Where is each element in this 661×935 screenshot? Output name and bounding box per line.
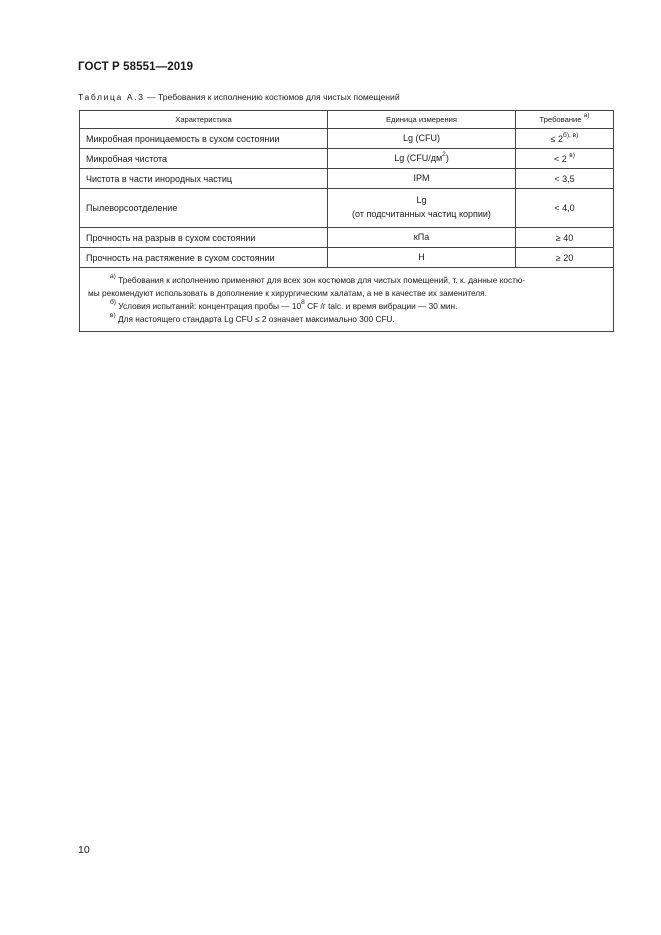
cell-requirement: ≥ 20	[516, 248, 614, 268]
cell-characteristic: Чистота в части инородных частиц	[80, 169, 328, 189]
header-requirement	[516, 111, 614, 129]
table-caption-label: Таблица А.3	[78, 92, 145, 102]
requirement-value: ≤ 2	[550, 133, 564, 144]
cell-requirement: < 3,5	[516, 169, 614, 189]
unit-value: Lg	[416, 195, 427, 206]
cell-characteristic: Микробная проницаемость в сухом состоянии	[80, 129, 328, 149]
requirement-value: < 2	[554, 153, 567, 164]
table-row	[80, 129, 614, 149]
table-row	[80, 248, 614, 268]
footnote-a	[88, 274, 605, 287]
footnote-b	[88, 300, 605, 313]
cell-characteristic: Пылеворсоотделение	[80, 189, 328, 228]
footnote-marker: а)	[110, 273, 116, 280]
cell-requirement: < 4,0	[516, 189, 614, 228]
requirement-footnote: б), в)	[563, 131, 579, 139]
cell-unit	[328, 189, 516, 228]
cell-unit	[328, 149, 516, 169]
footnote-text-tail: CF /г talc. и время вибрации — 30 мин.	[304, 301, 458, 311]
cell-requirement: ≥ 40	[516, 228, 614, 248]
cell-unit: Н	[328, 248, 516, 268]
cell-requirement	[516, 149, 614, 169]
table-row	[80, 149, 614, 169]
page-number: 10	[78, 844, 90, 856]
table-caption	[78, 92, 400, 102]
table-row	[80, 228, 614, 248]
footnote-c	[88, 313, 605, 326]
cell-characteristic: Прочность на разрыв в сухом состоянии	[80, 228, 328, 248]
unit-superscript: 2	[442, 150, 446, 158]
footnote-exponent: 8	[301, 299, 305, 306]
cell-requirement	[516, 129, 614, 149]
requirement-footnote: в)	[569, 151, 575, 159]
header-requirement-text: Требование	[539, 115, 582, 124]
footnote-marker: б)	[110, 299, 116, 306]
header-unit: Единица измерения	[328, 111, 516, 129]
footnote-text: Для настоящего стандарта Lg CFU ≤ 2 означает максимально 300 CFU.	[115, 314, 395, 324]
unit-value-line2: (от подсчитанных частиц корпии)	[352, 209, 491, 219]
cell-characteristic: Прочность на растяжение в сухом состоянии	[80, 248, 328, 268]
header-characteristic: Характеристика	[80, 111, 328, 129]
table-notes	[80, 268, 614, 332]
footnote-text: Требования к исполнению применяют для всех зон костюмов для чистых помещений, т. к. данные костю-	[115, 275, 525, 285]
table-row	[80, 189, 614, 228]
cell-unit: кПа	[328, 228, 516, 248]
footnote-text: Условия испытаний: концентрация пробы — 10	[115, 301, 302, 311]
footnote-a-continuation: мы рекомендуют использовать в дополнение к хирургическим халатам, а не в качестве их заменителя.	[88, 288, 487, 298]
table-header-row	[80, 111, 614, 129]
requirements-table	[79, 110, 614, 332]
footnote-marker: в)	[110, 312, 116, 319]
table-notes-row	[80, 268, 614, 332]
table-row	[80, 169, 614, 189]
unit-tail: )	[445, 152, 449, 163]
document-header: ГОСТ Р 58551—2019	[78, 61, 194, 73]
cell-characteristic: Микробная чистота	[80, 149, 328, 169]
header-requirement-footnote: а)	[583, 112, 590, 119]
table-caption-text: — Требования к исполнению костюмов для чистых помещений	[144, 92, 400, 102]
cell-unit: IPM	[328, 169, 516, 189]
cell-unit: Lg (CFU)	[328, 129, 516, 149]
unit-value: Lg (CFU/дм	[394, 152, 443, 163]
